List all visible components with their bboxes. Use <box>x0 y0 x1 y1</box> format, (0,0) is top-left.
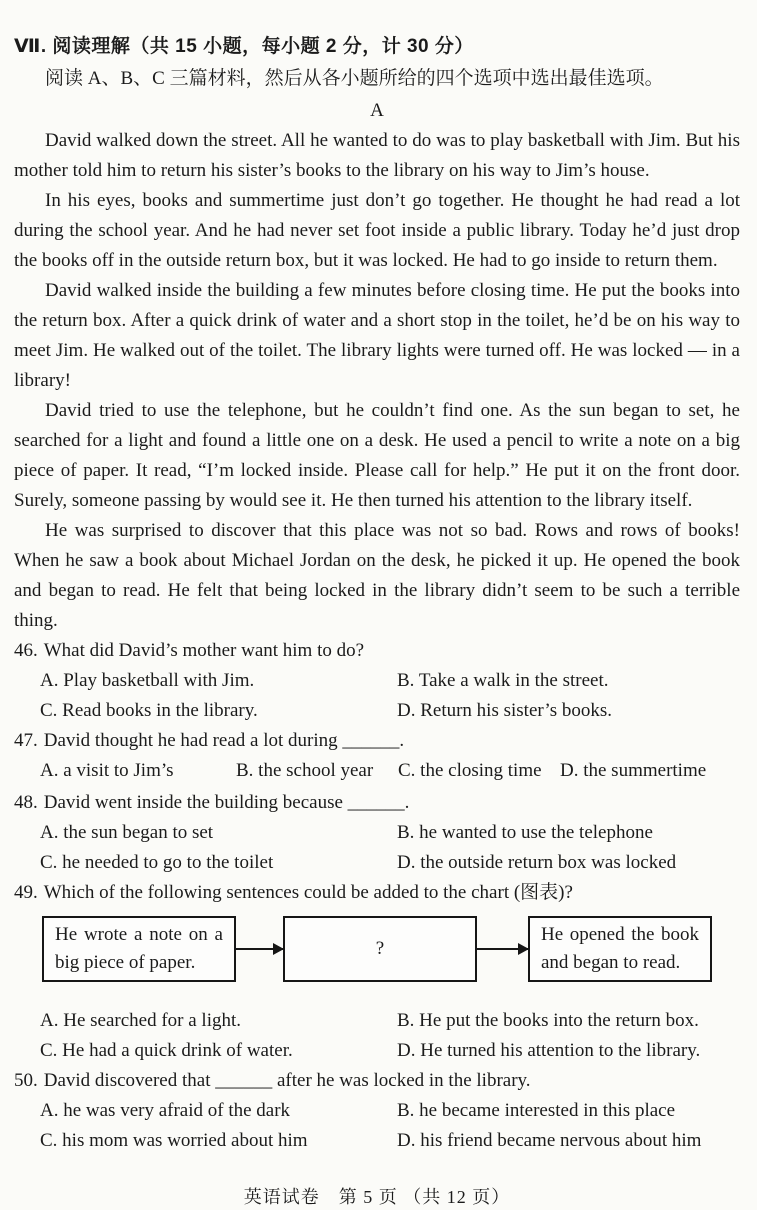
question-50-option-c: C. his mom was worried about him <box>40 1130 308 1151</box>
question-46-stem <box>14 636 740 666</box>
passage-label: A <box>370 100 384 121</box>
question-46-option-b: B. Take a walk in the street. <box>397 670 609 691</box>
question-49-option-b: B. He put the books into the return box. <box>397 1010 699 1031</box>
question-49-number: 49. <box>14 882 38 903</box>
question-49-option-d: D. He turned his attention to the library. <box>397 1040 701 1061</box>
question-48-option-b: B. he wanted to use the telephone <box>397 822 653 843</box>
instructions: 阅读 A、B、C 三篇材料，然后从各小题所给的四个选项中选出最佳选项。 <box>45 68 664 89</box>
question-48-options-row-1 <box>14 818 740 848</box>
question-47-options-row <box>14 756 740 786</box>
question-46-number: 46. <box>14 640 38 661</box>
flowchart <box>42 916 740 982</box>
flowchart-box-2 <box>283 916 477 982</box>
passage-paragraph-1: David walked down the street. All he wanted to do was to play basketball with Jim. But his mother told him to return his sister’s books to the library on his way to Jim’s house. <box>14 130 740 181</box>
question-46-text: What did David’s mother want him to do? <box>43 640 365 661</box>
flow-arrow-icon <box>236 948 283 950</box>
page-footer: 英语试卷 第 5 页 （共 12 页） <box>243 1187 511 1207</box>
flowchart-box-2-text: ? <box>375 938 385 959</box>
question-47-stem <box>14 726 740 756</box>
flowchart-box-3-text: He opened the book and began to read. <box>541 924 699 973</box>
flowchart-box-3 <box>528 916 712 982</box>
question-47-number: 47. <box>14 730 38 751</box>
question-49-options-row-2 <box>14 1036 740 1066</box>
question-50-options-row-1 <box>14 1096 740 1126</box>
question-46-option-a: A. Play basketball with Jim. <box>40 670 255 691</box>
question-49-stem <box>14 878 740 908</box>
question-47-text: David thought he had read a lot during ______. <box>43 730 405 751</box>
flow-arrow-icon <box>477 948 528 950</box>
question-46-options-row-2 <box>14 696 740 726</box>
question-50-option-a: A. he was very afraid of the dark <box>40 1100 291 1121</box>
question-46-options-row-1 <box>14 666 740 696</box>
question-47-option-c: C. the closing time <box>398 760 542 781</box>
passage-paragraph-5: He was surprised to discover that this place was not so bad. Rows and rows of books! When he saw a book about Michael Jordan on the desk, he picked it up. He opened the book and began to read. He felt that being locked in the library didn’t seem to be such a terrible thing. <box>14 520 740 631</box>
passage-paragraph-2: In his eyes, books and summertime just don’t go together. He thought he had read a lot during the school year. And he had never set foot inside a public library. Today he’d just drop the books off in the outside return box, but it was locked. He had to go inside to return them. <box>14 190 740 271</box>
question-48-option-a: A. the sun began to set <box>40 822 214 843</box>
question-48-options-row-2 <box>14 848 740 878</box>
question-50-text: David discovered that ______ after he was locked in the library. <box>43 1070 531 1091</box>
question-49-option-c: C. He had a quick drink of water. <box>40 1040 293 1061</box>
section-header: Ⅶ. 阅读理解（共 15 小题，每小题 2 分，计 30 分） <box>14 36 474 57</box>
question-49-text: Which of the following sentences could be added to the chart (图表)? <box>43 882 573 903</box>
question-47-option-b: B. the school year <box>236 760 374 781</box>
flowchart-box-1 <box>42 916 236 982</box>
question-47-option-d: D. the summertime <box>560 760 707 781</box>
question-48-option-d: D. the outside return box was locked <box>397 852 677 873</box>
question-50-stem <box>14 1066 740 1096</box>
question-48-stem <box>14 788 740 818</box>
question-49-option-a: A. He searched for a light. <box>40 1010 242 1031</box>
passage-paragraph-4: David tried to use the telephone, but he couldn’t find one. As the sun began to set, he searched for a light and found a little one on a desk. He used a pencil to write a note on a big piece of paper. It read, “I’m locked inside. Please call for help.” He put it on the front door. Surely, someone passing by would see it. He then turned his attention to the library itself. <box>14 400 740 511</box>
question-48-option-c: C. he needed to go to the toilet <box>40 852 274 873</box>
question-50-option-b: B. he became interested in this place <box>397 1100 676 1121</box>
question-49-options-row-1 <box>14 1006 740 1036</box>
question-46-option-c: C. Read books in the library. <box>40 700 258 721</box>
question-48-number: 48. <box>14 792 38 813</box>
question-50-options-row-2 <box>14 1126 740 1156</box>
question-47-option-a: A. a visit to Jim’s <box>40 760 174 781</box>
flowchart-box-1-text: He wrote a note on a big piece of paper. <box>55 924 223 973</box>
question-46-option-d: D. Return his sister’s books. <box>397 700 612 721</box>
passage-paragraph-3: David walked inside the building a few minutes before closing time. He put the books into the return box. After a quick drink of water and a short stop in the toilet, he’d be on his way to meet Jim. He walked out of the toilet. The library lights were turned off. He was locked — in a library! <box>14 280 740 391</box>
question-50-option-d: D. his friend became nervous about him <box>397 1130 702 1151</box>
question-50-number: 50. <box>14 1070 38 1091</box>
question-48-text: David went inside the building because ______. <box>43 792 410 813</box>
